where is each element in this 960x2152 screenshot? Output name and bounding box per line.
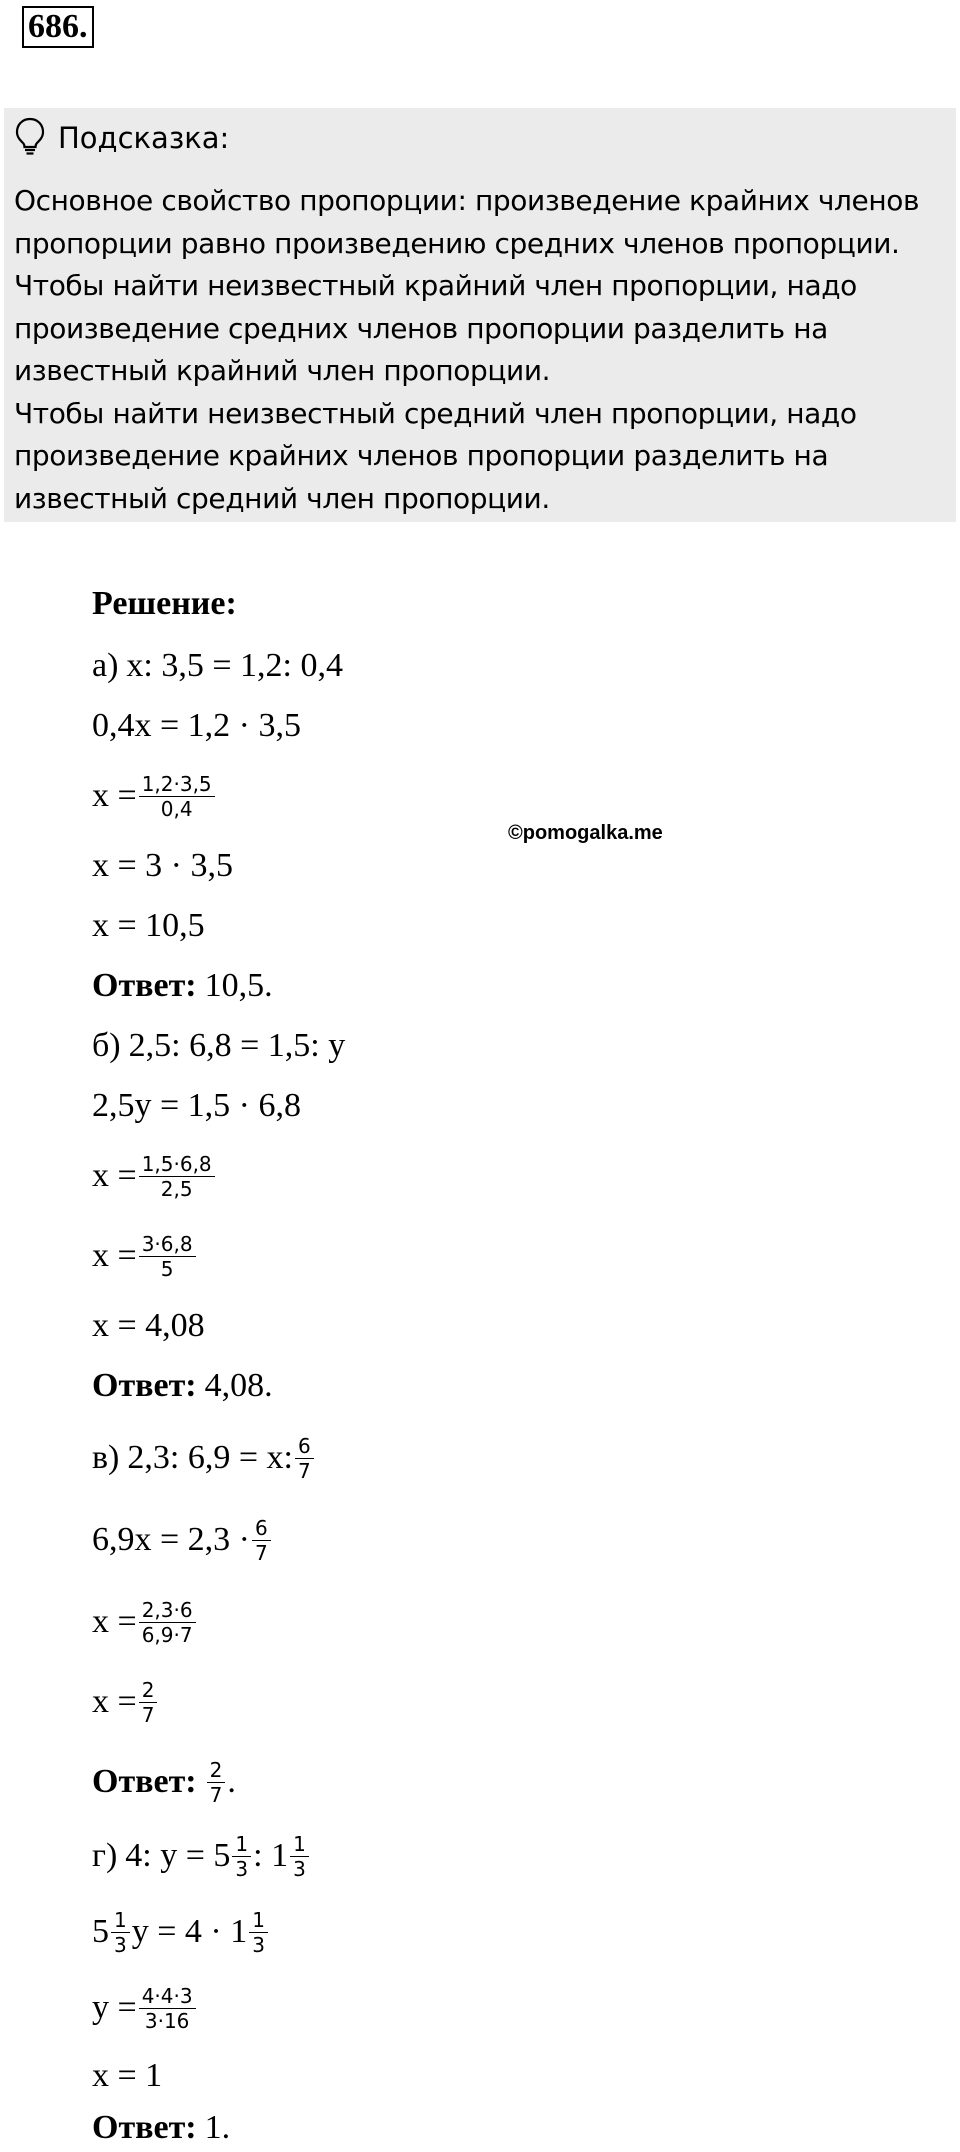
fraction: $\frac{1}{3}$ [232, 1832, 251, 1881]
a-line-3: x = $\frac{1,2\cdot 3,5}{0,4}$ [92, 766, 217, 826]
c-line-2: 6,9x = 2,3 · $\frac{6}{7}$ [92, 1510, 273, 1570]
b-line-3: x = $\frac{1,5\cdot 6,8}{2,5}$ [92, 1146, 217, 1206]
hint-line: Основное свойство пропорции: произведение крайних членов [14, 184, 920, 217]
solution-heading: Решение: [92, 585, 237, 622]
watermark: ©pomogalka.me [508, 822, 663, 844]
d-line-3: y = $\frac{4\cdot 4\cdot 3}{3\cdot 16}$ [92, 1978, 198, 2038]
hint-box [4, 108, 956, 522]
a-answer: Ответ: 10,5. [92, 967, 273, 1004]
b-line-4: x = $\frac{3\cdot 6,8}{5}$ [92, 1226, 198, 1286]
a-line-2: 0,4x = 1,2 · 3,5 [92, 707, 301, 744]
fraction: $\frac{1,2\cdot 3,5}{0,4}$ [139, 772, 215, 821]
c-line-1: в) 2,3: 6,9 = x: $\frac{6}{7}$ [92, 1428, 316, 1488]
c-answer: Ответ: $\frac{2}{7}$ . [92, 1757, 236, 1807]
c-line-4: x = $\frac{2}{7}$ [92, 1672, 159, 1732]
hint-line: Чтобы найти неизвестный крайний член пропорции, надо [14, 269, 857, 302]
d-line-4: x = 1 [92, 2057, 163, 2094]
fraction: $\frac{1}{3}$ [249, 1908, 268, 1957]
a-line-5: x = 10,5 [92, 907, 205, 944]
fraction: $\frac{1}{3}$ [290, 1832, 309, 1881]
fraction: $\frac{6}{7}$ [295, 1434, 314, 1483]
fraction: $\frac{4\cdot 4\cdot 3}{3\cdot 16}$ [139, 1984, 196, 2033]
d-line-2: 5 $\frac{1}{3}$ y = 4 · 1 $\frac{1}{3}$ [92, 1902, 270, 1962]
fraction: $\frac{1}{3}$ [111, 1908, 130, 1957]
lightbulb-icon [14, 116, 46, 161]
hint-line: известный крайний член пропорции. [14, 354, 551, 387]
hint-line: известный средний член пропорции. [14, 481, 550, 515]
task-number: 686. [22, 6, 94, 48]
hint-line: пропорции равно произведению средних членов пропорции. [14, 226, 900, 260]
part-label: г) [92, 1837, 118, 1874]
d-answer: Ответ: 1. [92, 2109, 231, 2146]
fraction: $\frac{2,3\cdot 6}{6,9\cdot 7}$ [139, 1598, 196, 1647]
c-line-3: x = $\frac{2,3\cdot 6}{6,9\cdot 7}$ [92, 1592, 198, 1652]
part-label: б) [92, 1027, 121, 1064]
hint-line: Чтобы найти неизвестный средний член пропорции, надо [14, 396, 857, 430]
a-line-1: а) x: 3,5 = 1,2: 0,4 [92, 647, 343, 684]
b-line-5: x = 4,08 [92, 1307, 205, 1344]
d-line-1: г) 4: y = 5 $\frac{1}{3}$ : 1 $\frac{1}{3}$ [92, 1826, 311, 1886]
hint-line: произведение крайних членов пропорции разделить на [14, 439, 829, 472]
part-label: а) [92, 647, 119, 684]
hint-text [14, 180, 952, 520]
a-line-4: x = 3 · 3,5 [92, 847, 233, 884]
hint-header [14, 118, 229, 158]
fraction: $\frac{2}{7}$ [207, 1758, 226, 1807]
b-answer: Ответ: 4,08. [92, 1367, 273, 1404]
fraction: $\frac{2}{7}$ [139, 1678, 158, 1727]
b-line-1: б) 2,5: 6,8 = 1,5: y [92, 1027, 346, 1064]
fraction: $\frac{1,5\cdot 6,8}{2,5}$ [139, 1152, 215, 1201]
part-label: в) [92, 1439, 120, 1476]
fraction: $\frac{3\cdot 6,8}{5}$ [139, 1232, 196, 1281]
b-line-2: 2,5y = 1,5 · 6,8 [92, 1087, 301, 1124]
hint-title: Подсказка: [58, 121, 230, 155]
fraction: $\frac{6}{7}$ [252, 1516, 271, 1565]
hint-line: произведение средних членов пропорции разделить на [14, 311, 828, 345]
